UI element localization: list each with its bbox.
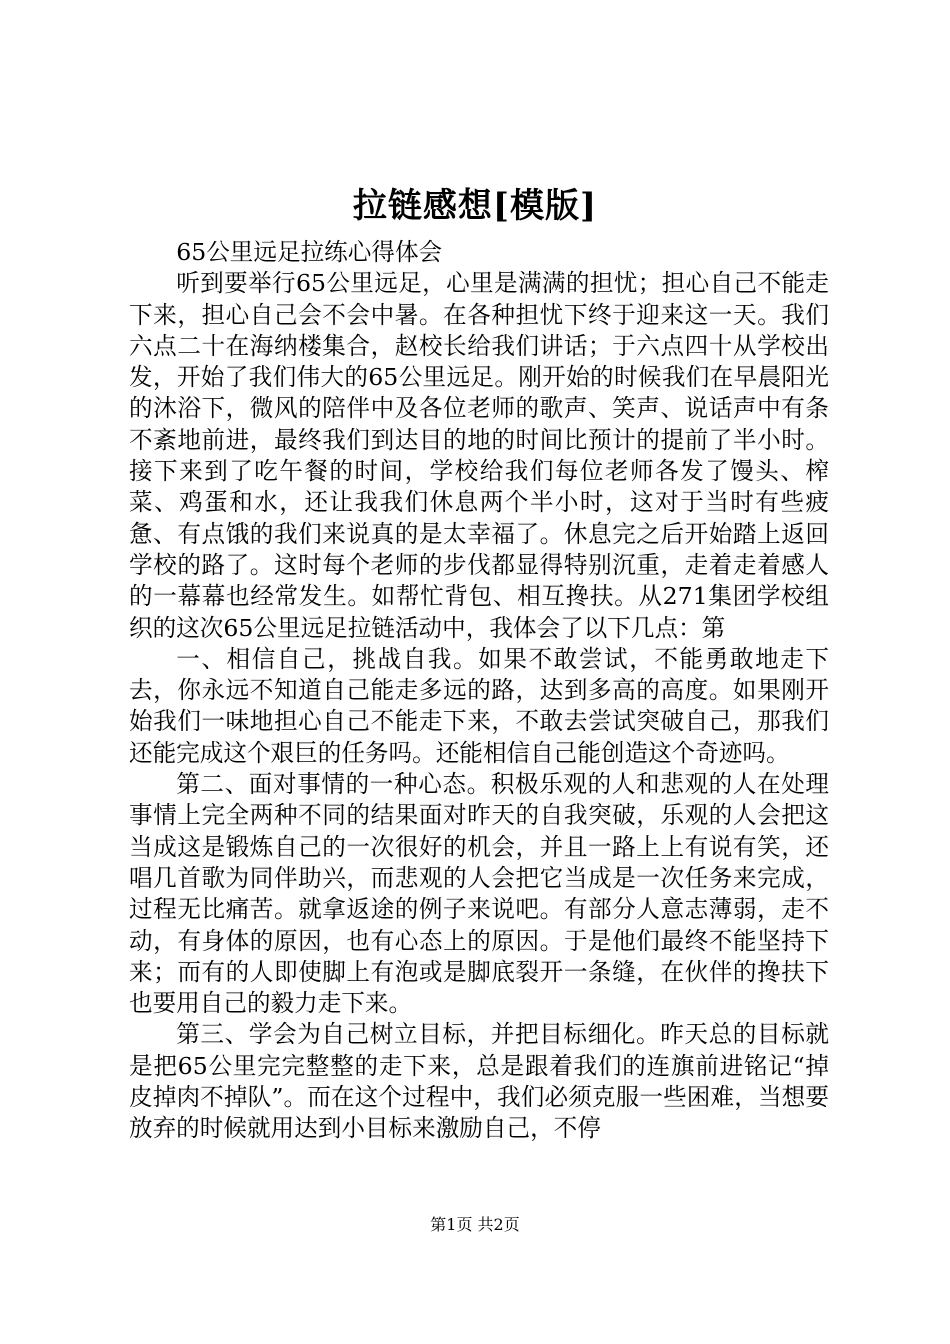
document-title: 拉链感想[模版] xyxy=(352,186,598,226)
page-number-footer: 第1页 共2页 xyxy=(430,1215,520,1234)
paragraph-point-two: 第二、面对事情的一种心态。积极乐观的人和悲观的人在处理事情上完全两种不同的结果面对昨天的自我突破，乐观的人会把这当成这是锻炼自己的一次很好的机会，并且一路上上有说有笑，还唱几首歌为同伴助兴，而悲观的人会把它当成是一次任务来完成，过程无比痛苦。就拿返途的例子来说吧。有部分人意志薄弱，走不动，有身体的原因，也有心态上的原因。于是他们最终不能坚持下来；而有的人即使脚上有泡或是脚底裂开一条缝，在伙伴的搀扶下也要用自己的毅力走下来。 xyxy=(129,770,829,1018)
paragraph-intro: 听到要举行65公里远足，心里是满满的担忧；担心自己不能走下来，担心自己会不会中暑。在各种担忧下终于迎来这一天。我们六点二十在海纳楼集合，赵校长给我们讲话；于六点四十从学校出发，开始了我们伟大的65公里远足。刚开始的时候我们在早晨阳光的沐浴下，微风的陪伴中及各位老师的歌声、笑声、说话声中有条不紊地前进，最终我们到达目的地的时间比预计的提前了半小时。接下来到了吃午餐的时间，学校给我们每位老师各发了馒头、榨菜、鸡蛋和水，还让我我们休息两个半小时，这对于当时有些疲惫、有点饿的我们来说真的是太幸福了。休息完之后开始踏上返回学校的路了。这时每个老师的步伐都显得特别沉重，走着走着感人的一幕幕也经常发生。如帮忙背包、相互搀扶。从271集团学校组织的这次65公里远足拉链活动中，我体会了以下几点：第 xyxy=(129,269,829,642)
paragraph-point-one: 一、相信自己，挑战自我。如果不敢尝试，不能勇敢地走下去，你永远不知道自己能走多远的路，达到多高的高度。如果刚开始我们一味地担心自己不能走下来，不敢去尝试突破自己，那我们还能完成这个艰巨的任务吗。还能相信自己能创造这个奇迹吗。 xyxy=(129,644,829,767)
paragraph-subtitle: 65公里远足拉练心得体会 xyxy=(176,238,443,266)
paragraph-point-three: 第三、学会为自己树立目标，并把目标细化。昨天总的目标就是把65公里完完整整的走下来，总是跟着我们的连旗前进铭记“掉皮掉肉不掉队”。而在这个过程中，我们必须克服一些困难，当想要放弃的时候就用达到小目标来激励自己，不停 xyxy=(129,1020,829,1143)
document-body xyxy=(129,237,829,1145)
